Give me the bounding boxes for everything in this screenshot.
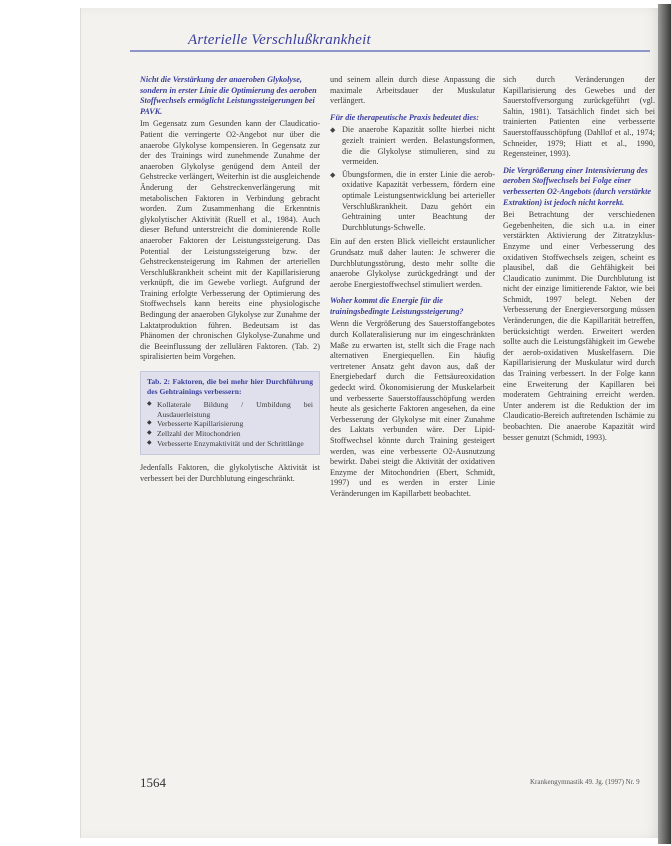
column-2-heading-practice: Für die therapeutische Praxis bedeutet dies: [330, 112, 479, 122]
column-1-heading: Nicht die Verstärkung der anaeroben Glykolyse, sondern in erster Linie die Optimierung des aeroben Stoffwechsels ermöglicht Leistungssteigerungen bei PAVK. [140, 75, 317, 116]
page-number: 1564 [140, 775, 166, 790]
column-2-paragraph-1: Ein auf den ersten Blick vielleicht erstaunlicher Grundsatz muß daher lauten: Je schwerer die Durchblutungsstörung, desto mehr sollte die anaerobe Glykolyse zurückgedrängt und der aerobe Energiestoffwechsel stimuliert werden. [330, 237, 495, 289]
header-rule [130, 50, 650, 52]
column-3-intro: sich durch Veränderungen der Kapillarisierung des Gewebes und der Sauerstoffversorgung zurückgeführt (vgl. Saltin, 1981). Tatsächlich findet sich bei trainierten Patienten eine verbesserte Sauerstoffausschöpfung (Dahllof et al., 1974; Schneider, 1979; Hiatt et al., 1990, Regensteiner, 1993). [503, 75, 655, 159]
info-box-list [147, 400, 313, 448]
running-header-title: Arterielle Verschlußkrankheit [188, 32, 371, 48]
column-1-after-box: Jedenfalls Faktoren, die glykolytische Aktivität ist verbessert bei der Durchblutung eingeschränkt. [140, 463, 320, 483]
text-column-2 [330, 75, 495, 795]
text-column-3 [503, 75, 655, 795]
info-box-item: ◆ Verbesserte Kapillarisierung [147, 419, 313, 429]
bullet-item: ◆ Übungsformen, die in erster Linie die aerob-oxidative Kapazität verbessern, fördern eine optimale Leistungsentwicklung bei arterieller Verschlußkrankheit. Dazu gehört ein Gehtraining unter Beachtung der Durchblutungs-Schwelle. [330, 170, 495, 234]
info-box-item: ◆ Zellzahl der Mitochondrien [147, 429, 313, 439]
journal-footer: Krankengymnastik 49. Jg. (1997) Nr. 9 [530, 778, 640, 786]
column-2-intro: und seinem allein durch diese Anpassung die maximale Arbeitsdauer der Muskulatur verlängert. [330, 75, 495, 106]
column-2-bullets [330, 125, 495, 233]
column-2-paragraph-2: Wenn die Vergrößerung des Sauerstoffangebotes durch Kollateralisierung nur im eingeschränkten Maße zu erwarten ist, stellt sich die Frage nach alternativen Energiequellen. Ein häufig vertretener Ansatz geht davon aus, daß der Energiebedarf durch die Fettsäureoxidation gedeckt wird. Ökonomisierung der Muskelarbeit und verbesserte Sauerstoffausschöpfung werden heute als gesicherte Faktoren angesehen, da eine Verbesserung der Glykolyse mit einer Zunahme des Laktats verbunden wäre. Der Lipid-Stoffwechsel könnte durch Training gesteigert werden, was eine verbesserte O2-Ausnutzung bewirkt. Dabei steigt die Aktivität der oxidativen Enzyme der Mitochondrien (Ebert, Schmidt, 1997) und es werden in erster Linie Veränderungen im Kapillarbett beobachtet. [330, 319, 495, 498]
column-2-heading-energy: Woher kommt die Energie für die trainingsbedingte Leistungssteigerung? [330, 296, 464, 316]
text-column-1 [140, 75, 320, 795]
column-3-paragraph: Bei Betrachtung der verschiedenen Gegebenheiten, die sich u.a. in einer verstärkten Aktivierung der Zitratzyklus-Enzyme und einer Verbesserung des oxidativen Stoffwechsels zeigen, scheint es plausibel, daß die Gehfähigkeit bei Claudicatio zunimmt. Die Durchblutung ist nicht der einzige limitierende Faktor, wie bei Schmidt, 1997 belegt. Neben der Verbesserung der Energieversorgung müssen Veränderungen, die die Kapillarität betreffen, berücksichtigt werden. Erweitert werden sollte auch die Leistungsfähigkeit im Gewebe der aerob-oxidativen Muskelfasern. Die Kapillarisierung der Muskulatur wird durch das Training verbessert. In der Folge kann eine Erweiterung der Kapillaren bei moderatem Gehtraining erreicht werden. Unter anderem ist die Reduktion der im Claudicatio-Bereich auftretenden Ischämie zu beobachten. Die anaerobe Kapazität wird besser genutzt (Schmidt, 1993). [503, 210, 655, 442]
bullet-item: ◆ Die anaerobe Kapazität sollte hierbei nicht gezielt trainiert werden. Belastungsformen, die die Glykolyse stimulieren, sind zu vermeiden. [330, 125, 495, 167]
info-box-title: Tab. 2: Faktoren, die bei mehr hier Durchführung des Gehtrainings verbessern: [147, 377, 313, 396]
info-box-table-2 [140, 371, 320, 455]
column-1-paragraph: Im Gegensatz zum Gesunden kann der Claudicatio-Patient die verringerte O2-Angebot nur über die anaerobe Glykolyse kompensieren. In Gegensatz zur der des Trainings wird zunehmende Zunahme der anaeroben Glykolyse genügend dem Anteil der Gehstrecke verlängert, Weiterhin ist die ausgleichende Änderung der Gehstreckenverlängerung mit metabolischen Faktoren in Verbindung gebracht worden. Zum Zusammenhang die Erkenntnis glykolytischer Aktivität (Ruell et al., 1984). Auch dieser Befund unterstreicht die dominierende Rolle anaerober Faktoren der Leistungssteigerung. Das Potential der Leistungssteigerung bzw. der Gehstreckensteigerung im Rahmen der arteriellen Verschlußkrankheit scheint mit der Kapillarisierung verknüpft, die im Gewebe vorliegt. Aufgrund der Training erfolgte Verbesserung der Optimierung des Stoffwechsels kann bereits eine physiologische Bedingung der anaeroben Glykolyse zur Zunahme der Laktatproduktion führen. Bedeutsam ist das Phänomen der chronischen Glykolyse-Zunahme und die Beeinflussung der zellulären Faktoren. (Tab. 2) spiralisierten beim Vorgehen. [140, 119, 320, 362]
info-box-item: ◆ Verbesserte Enzymaktivität und der Schrittlänge [147, 439, 313, 449]
info-box-item: ◆ Kollaterale Bildung / Umbildung bei Ausdauerleistung [147, 400, 313, 419]
column-3-heading: Die Vergrößerung einer Intensivierung des aeroben Stoffwechsels bei Folge einer verbesserten O2-Angebots (durch verstärkte Extraktion) ist jedoch nicht korrekt. [503, 165, 652, 207]
page-gutter-shadow [658, 4, 671, 844]
